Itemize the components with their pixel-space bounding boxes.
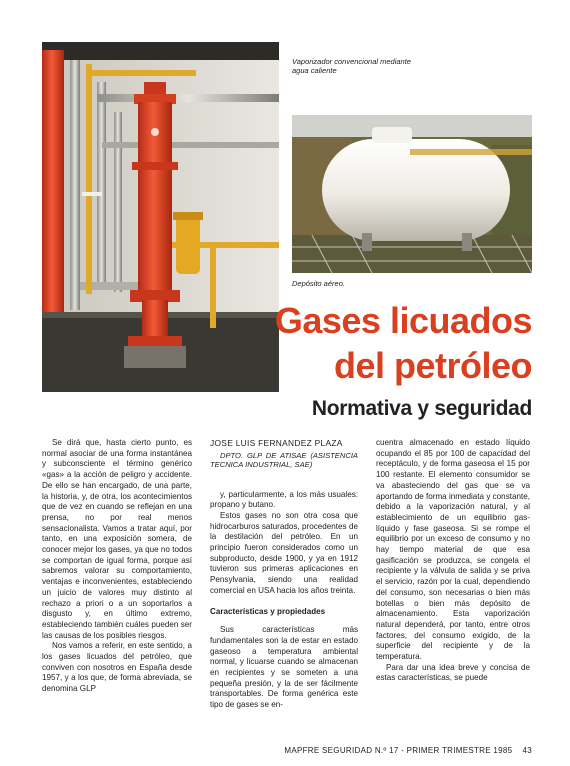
page-footer: MAPFRE SEGURIDAD N.º 17 - PRIMER TRIMESTRE 1985 43 xyxy=(284,746,532,755)
body-column-1 xyxy=(42,438,192,695)
body-column-2 xyxy=(210,438,358,711)
tank-caption: Depósito aéreo. xyxy=(292,279,345,288)
article-title-line1: Gases licuados xyxy=(274,300,532,341)
separator xyxy=(210,480,358,490)
vaporizer-caption: Vaporizador convencional mediante agua caliente xyxy=(292,57,411,75)
author-affiliation: DPTO. GLP DE ATISAE (ASISTENCIA TECNICA INDUSTRIAL, SAE) xyxy=(210,450,358,470)
body-paragraph: y, particularmente, a los más usuales: propano y butano. xyxy=(210,489,358,510)
article-title-line2: del petróleo xyxy=(333,345,532,386)
body-paragraph: cuentra almacenado en estado líquido ocupando el 85 por 100 de capacidad del receptáculo, y de forma gaseosa el 15 por 100 restante. El elemento consumidor se va abasteciendo del gas que se va aportando de forma inmediata y constante, debido a la vaporización natural, y al establecimiento de un equilibrio gas-líquido y fase gaseosa. Si se rompe el equilibrio por un exceso de consumo y no hay tiempo material de que esa gasificación se produzca, se congela el recipiente y la válvula de salida y se priva el servicio, razón por la cual, dependiendo del consumo, son necesarias o bien más botellas o bien más depósito de almacenamiento. Esta vaporización natural dependerá, por tanto, entre otros factores, del consumo exigido, de la superficie del recipiente y de la temperatura. xyxy=(376,438,530,662)
tank-photo xyxy=(292,115,532,273)
article-subtitle: Normativa y seguridad xyxy=(311,397,532,420)
body-paragraph: Se dirá que, hasta cierto punto, es normal asociar de una forma instantánea y subconsciente el término genérico «gas» a la acción de peligro y accidente. De ello se han encargado, de una parte, la historia, y, de otra, los acontecimientos que de vez en cuando se reflejan en una prensa, no por real menos sensacionalista. Vamos a tratar aquí, por tanto, en una exposición somera, de conocer mejor los gases, ya que no todos se comportan de igual forma, porque así sabremos valorar su comportamiento, ventajas e inconvenientes, estableciendo un juicio de valores muy distinto al rechazo a priori o a un soportarlos a disgusto y, en último extremo, estableciendo también cuáles pueden ser las causas de los posibles riesgos. xyxy=(42,438,192,640)
body-paragraph: Sus características más fundamentales son la de estar en estado gaseoso a temperatura ambiental normal, y licuarse cuando se almacenan en recipientes y se someten a una pequeña presión, y la de ser fácilmente transportables. De forma genérica este tipo de gases se en- xyxy=(210,625,358,710)
body-paragraph: Estos gases no son otra cosa que hidrocarburos saturados, procedentes de la destilación del petróleo. En un principio fueron considerados como un subproducto, desde 1900, y ya en 1912 tuvieron sus primeras aplicaciones en Pensylvania, siendo una realidad comercial en USA hacia los años treinta. xyxy=(210,510,358,595)
body-paragraph: Nos vamos a referir, en este sentido, a los gases licuados del petróleo, que conviven con nosotros en España desde 1957, y a los que, de forma abreviada, se denomina GLP xyxy=(42,641,192,694)
body-column-3 xyxy=(376,438,530,684)
body-paragraph: Para dar una idea breve y concisa de estas características, se puede xyxy=(376,662,530,683)
section-heading: Características y propiedades xyxy=(210,606,326,616)
author-name: JOSE LUIS FERNANDEZ PLAZA xyxy=(210,438,343,448)
vaporizer-photo xyxy=(42,42,279,392)
